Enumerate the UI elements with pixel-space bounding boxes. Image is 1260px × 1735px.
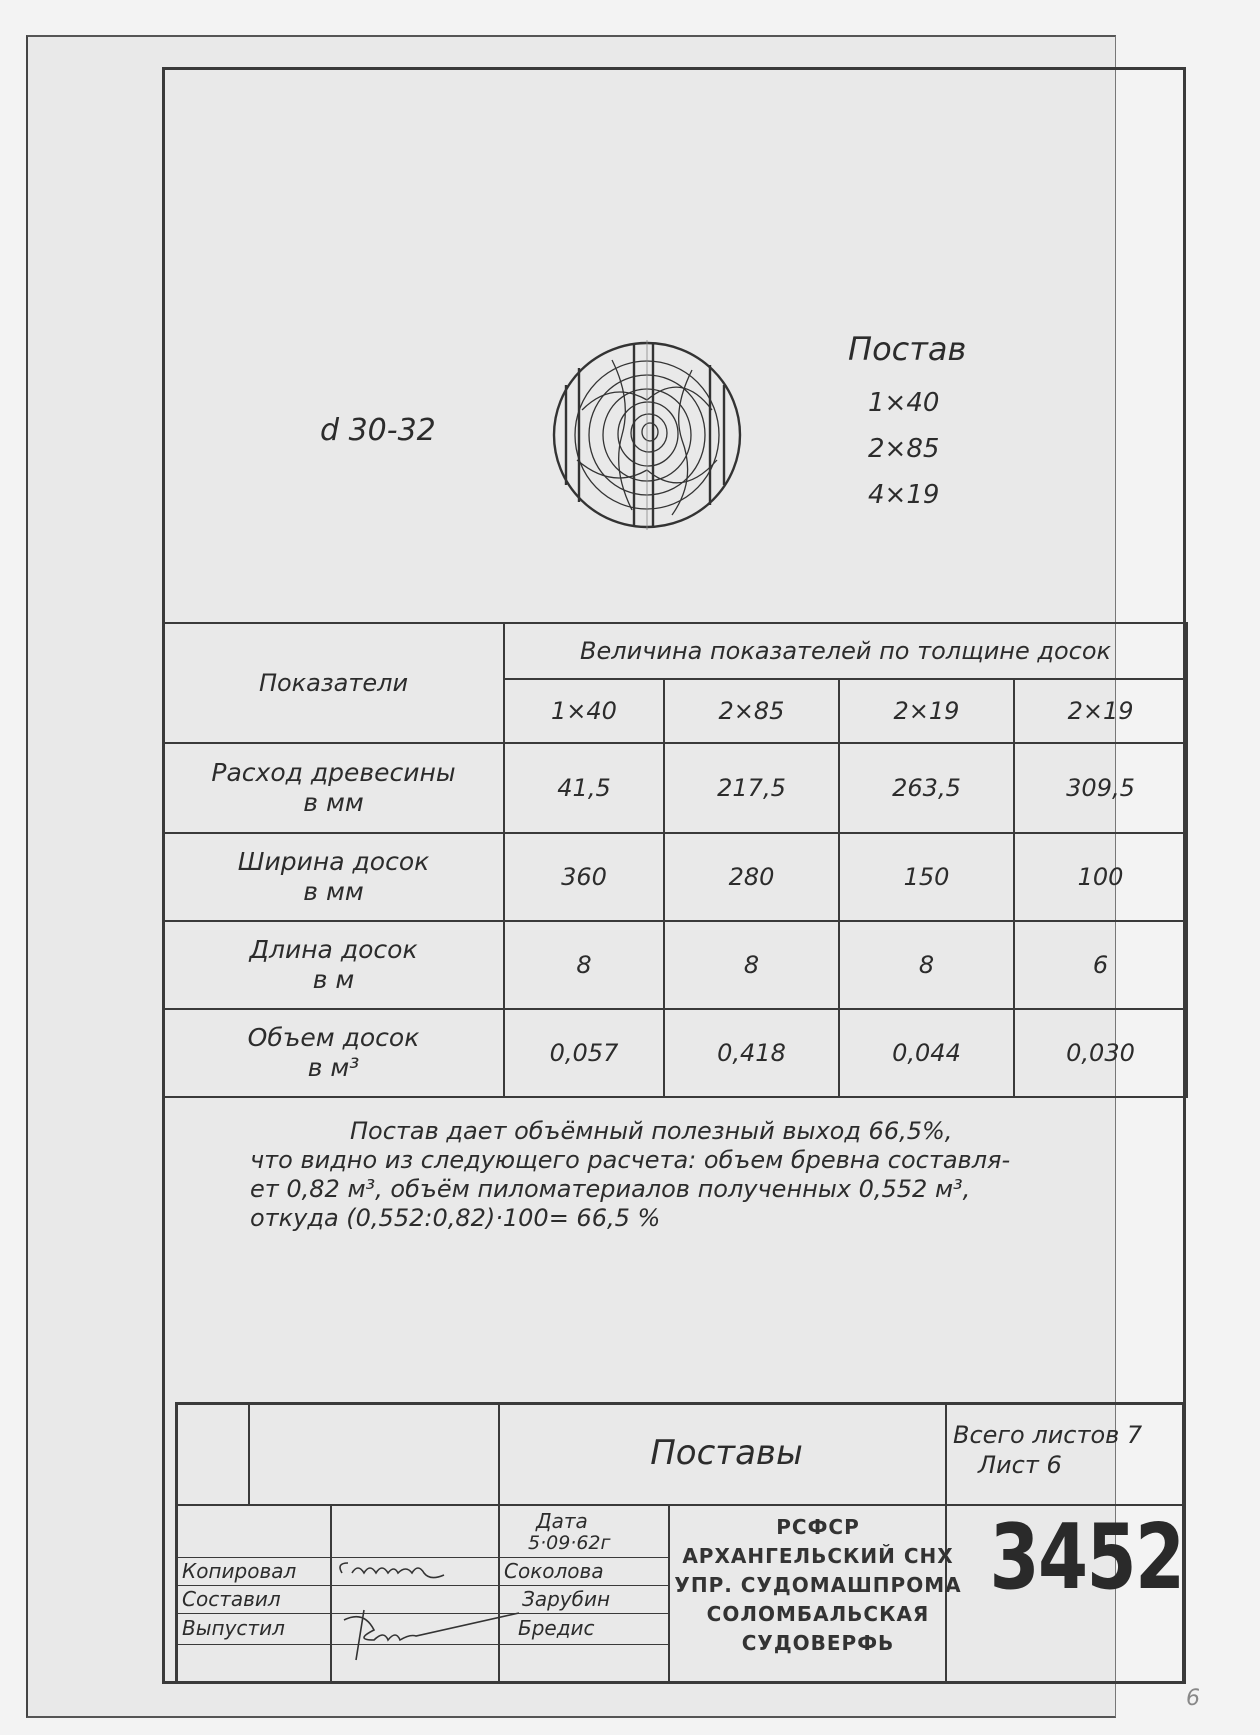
row-label-line1: Объем досок — [247, 1023, 420, 1052]
title-block — [175, 1402, 1185, 1684]
row-label-line1: Расход древесины — [211, 758, 456, 787]
person-name: Зарубин — [522, 1587, 611, 1611]
cell: 217,5 — [664, 743, 839, 833]
row-label — [163, 921, 504, 1009]
signature-copied-icon — [334, 1555, 504, 1585]
cell: 6 — [1014, 921, 1187, 1009]
cell: 41,5 — [504, 743, 664, 833]
row-label — [163, 1009, 504, 1097]
column-header: 1×40 — [504, 679, 664, 743]
row-label-line2: в мм — [303, 788, 364, 817]
role-label: Составил — [182, 1587, 281, 1611]
org-line: СОЛОМБАЛЬСКАЯ — [706, 1602, 930, 1626]
sheet-number: Лист 6 — [978, 1451, 1062, 1479]
column-header: 2×85 — [664, 679, 839, 743]
note-line: ет 0,82 м³, объём пиломатериалов полученных 0,552 м³, — [250, 1175, 971, 1203]
row-label — [163, 743, 504, 833]
cell: 0,057 — [504, 1009, 664, 1097]
note-line: Постав дает объёмный полезный выход 66,5%, — [350, 1117, 953, 1145]
row-label-line2: в м — [312, 965, 355, 994]
row-label-line1: Ширина досок — [237, 847, 430, 876]
postav-item: 2×85 — [868, 434, 940, 464]
signature-issued-icon — [334, 1605, 524, 1665]
row-label-line2: в м³ — [307, 1053, 360, 1082]
column-header: 2×19 — [1014, 679, 1187, 743]
postav-list — [868, 380, 939, 518]
divider — [668, 1504, 670, 1681]
cell: 360 — [504, 833, 664, 921]
role-label: Выпустил — [182, 1616, 285, 1640]
org-line: УПР. СУДОМАШПРОМА — [674, 1573, 962, 1597]
divider — [178, 1585, 668, 1586]
drawing-title: Поставы — [650, 1433, 803, 1473]
cell: 280 — [664, 833, 839, 921]
table-row — [163, 921, 1187, 1009]
cell: 8 — [504, 921, 664, 1009]
postav-title: Постав — [848, 330, 967, 368]
date-value: 5·09·62г — [528, 1532, 611, 1554]
date-label: Дата — [536, 1509, 588, 1533]
table-row — [163, 833, 1187, 921]
org-line: СУДОВЕРФЬ — [741, 1631, 895, 1655]
cell: 100 — [1014, 833, 1187, 921]
role-label: Копировал — [182, 1559, 297, 1583]
row-label-line2: в мм — [303, 877, 364, 906]
row-label — [163, 833, 504, 921]
cell: 0,030 — [1014, 1009, 1187, 1097]
cell: 263,5 — [839, 743, 1014, 833]
total-sheets: Всего листов 7 — [953, 1421, 1143, 1449]
diameter-label: d 30-32 — [320, 413, 436, 448]
person-name: Соколова — [504, 1559, 604, 1583]
org-line: РСФСР — [776, 1515, 860, 1539]
note-line: откуда (0,552:0,82)·100= 66,5 % — [250, 1204, 661, 1232]
log-cross-section-icon — [552, 340, 742, 530]
divider — [248, 1405, 250, 1504]
table-row — [163, 743, 1187, 833]
group-header: Величина показателей по толщине досок — [504, 623, 1187, 679]
row-label-line1: Длина досок — [249, 935, 418, 964]
cell: 309,5 — [1014, 743, 1187, 833]
cell: 0,418 — [664, 1009, 839, 1097]
indicators-table — [162, 622, 1188, 1098]
note-line: что видно из следующего расчета: объем бревна составля- — [250, 1146, 1011, 1174]
organization-block — [673, 1513, 963, 1658]
org-line: АРХАНГЕЛЬСКИЙ СНХ — [682, 1544, 954, 1568]
cell: 8 — [664, 921, 839, 1009]
person-name: Бредис — [518, 1616, 595, 1640]
cell: 0,044 — [839, 1009, 1014, 1097]
document-number: 3452 — [989, 1505, 1184, 1610]
row-header: Показатели — [163, 623, 504, 743]
cell: 150 — [839, 833, 1014, 921]
table-row — [163, 1009, 1187, 1097]
column-header: 2×19 — [839, 679, 1014, 743]
page-mark: 6 — [1186, 1686, 1200, 1711]
cell: 8 — [839, 921, 1014, 1009]
calculation-note — [250, 1117, 1150, 1233]
postav-item: 4×19 — [868, 480, 940, 510]
postav-item: 1×40 — [868, 388, 940, 418]
divider — [498, 1557, 668, 1558]
divider — [330, 1504, 332, 1681]
